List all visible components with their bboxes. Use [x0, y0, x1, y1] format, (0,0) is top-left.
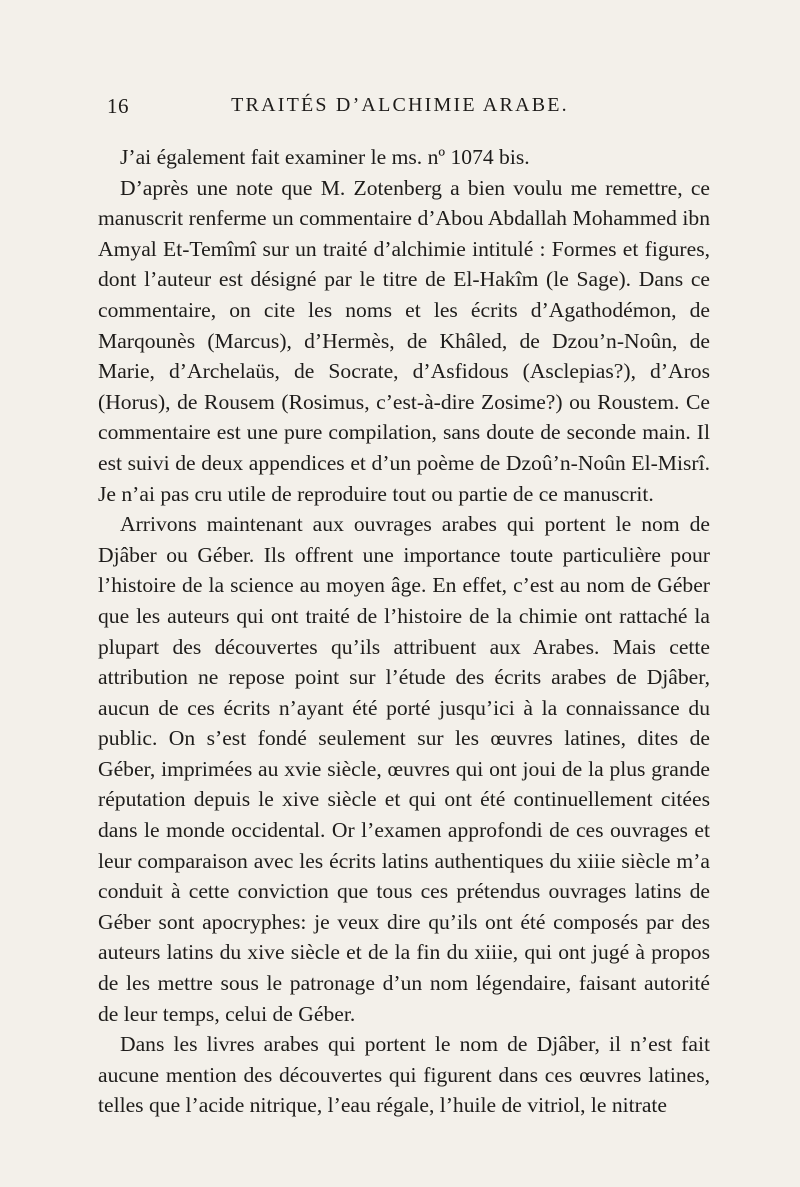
paragraph: J’ai également fait examiner le ms. nº 1074 bis.: [120, 145, 530, 169]
body-text: [98, 142, 710, 1121]
paragraph: Arrivons maintenant aux ouvrages arabes qui portent le nom de Djâber ou Géber. Ils offrent une importance toute particulière pour l’histoire de la science au moyen âge. En effet, c’est au nom de Géber que les auteurs qui ont traité de l’histoire de la chimie ont rattaché la plupart des découvertes qu’ils attribuent aux Arabes. Mais cette attribution ne repose point sur l’étude des écrits arabes de Djâber, aucun de ces écrits n’ayant été porté jusqu’ici à la connaissance du public. On s’est fondé seulement sur les œuvres latines, dites de Géber, imprimées au xvie siècle, œuvres qui ont joui de la plus grande réputation depuis le xive siècle et qui ont été continuellement citées dans le monde occidental. Or l’examen approfondi de ces ouvrages et leur comparaison avec les écrits latins authentiques du xiiie siècle m’a conduit à cette conviction que tous ces prétendus ouvrages latins de Géber sont apocryphes: je veux dire qu’ils ont été composés par des auteurs latins du xive siècle et de la fin du xiiie, qui ont jugé à propos de les mettre sous le patronage d’un nom légendaire, faisant autorité de leur temps, celui de Géber.: [98, 512, 710, 1026]
page-header: [107, 94, 693, 120]
paragraph: Dans les livres arabes qui portent le nom de Djâber, il n’est fait aucune mention des découvertes qui figurent dans ces œuvres latines, telles que l’acide nitrique, l’eau régale, l’huile de vitriol, le nitrate: [98, 1032, 710, 1118]
page-number: 16: [107, 94, 129, 118]
running-title: TRAITÉS D’ALCHIMIE ARABE.: [231, 94, 569, 116]
paragraph: D’après une note que M. Zotenberg a bien voulu me remettre, ce manuscrit renferme un commentaire d’Abou Abdallah Mohammed ibn Amyal Et-Temîmî sur un traité d’alchimie intitulé : Formes et figures, dont l’auteur est désigné par le titre de El-Hakîm (le Sage). Dans ce commentaire, on cite les noms et les écrits d’Agathodémon, de Marqounès (Marcus), d’Hermès, de Khâled, de Dzou’n-Noûn, de Marie, d’Archelaüs, de Socrate, d’Asfidous (Asclepias?), d’Aros (Horus), de Rousem (Rosimus, c’est-à-dire Zosime?) ou Roustem. Ce commentaire est une pure compilation, sans doute de seconde main. Il est suivi de deux appendices et d’un poème de Dzoû’n-Noûn El-Misrî. Je n’ai pas cru utile de reproduire tout ou partie de ce manuscrit.: [98, 175, 710, 506]
